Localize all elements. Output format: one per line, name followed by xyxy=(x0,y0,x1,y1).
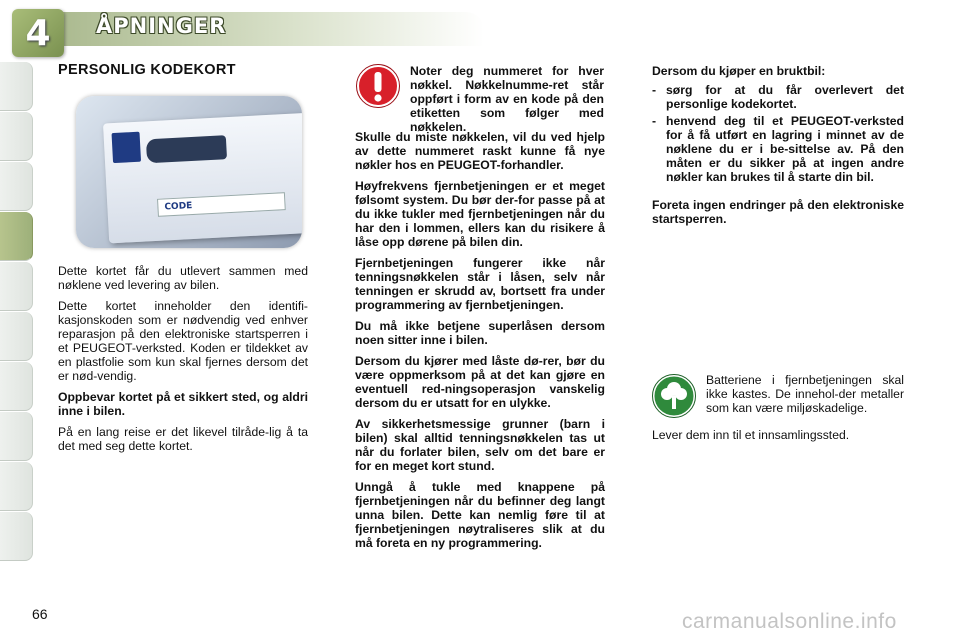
page-title: ÅPNINGER xyxy=(96,14,227,38)
list-text: sørg for at du får overlevert det personlige kodekortet. xyxy=(666,83,904,111)
paragraph: Unngå å tukle med knappene på fjernbetjeningen når du befinner deg langt unna bilen. Dette kan nemlig føre til at fjernbetjeningen nøytraliseres slik at du må foreta en ny programmering. xyxy=(355,480,605,550)
warning-text: Noter deg nummeret for hver nøkkel. Nøkkelnumme-ret står oppført i form av en kode på den etiketten som følger med nøkkelen. xyxy=(410,64,604,134)
paragraph: Du må ikke betjene superlåsen dersom noen sitter inne i bilen. xyxy=(355,319,605,347)
list-dash: - xyxy=(652,114,657,128)
chapter-tab[interactable] xyxy=(0,162,33,211)
chapter-number: 4 xyxy=(25,12,51,54)
code-label: CODE xyxy=(157,192,286,217)
warning-note xyxy=(410,64,604,134)
code-card xyxy=(103,113,302,244)
peugeot-logo-icon xyxy=(112,132,142,163)
warning-icon xyxy=(356,64,400,108)
chapter-tab[interactable] xyxy=(0,512,33,561)
list-dash: - xyxy=(652,83,657,97)
chapter-tab[interactable] xyxy=(0,412,33,461)
paragraph: Dersom du kjører med låste dø-rer, bør du være oppmerksom på at det kan gjøre en eventuell red-ningsoperasjon vanskelig dersom du er utsatt for en ulykke. xyxy=(355,354,605,410)
paragraph: Skulle du miste nøkkelen, vil du ved hjelp av dette nummeret raskt kunne få nye nøkler hos en PEUGEOT-forhandler. xyxy=(355,130,605,172)
chapter-tab[interactable] xyxy=(0,312,33,361)
used-car-heading: Dersom du kjøper en bruktbil: xyxy=(652,64,826,78)
page-header xyxy=(0,0,960,52)
battery-text: Batteriene i fjernbetjeningen skal ikke kastes. De innehol-der metaller som kan være miljøskadelige. xyxy=(706,373,904,415)
paragraph: På en lang reise er det likevel tilråde-lig å ta det med seg dette kortet. xyxy=(58,425,308,453)
list-text: henvend deg til et PEUGEOT-verksted for å få utført en lagring i minnet av de nøklene du er i be-sittelse av. På den måten er du sikker på at ingen andre nøkler kan brukes til å starte din bil. xyxy=(666,114,904,184)
page-number: 66 xyxy=(32,606,48,622)
chapter-tab[interactable] xyxy=(0,362,33,411)
list-item xyxy=(652,83,904,111)
paragraph: Fjernbetjeningen fungerer ikke når tenningsnøkkelen står i låsen, selv når tenningen er skrudd av, bortsett fra under programmering av fjernbetjeningen. xyxy=(355,256,605,312)
battery-return-text: Lever dem inn til et innsamlingssted. xyxy=(652,428,850,442)
middle-column xyxy=(355,130,605,557)
chapter-number-box xyxy=(12,9,64,57)
environment-tree-icon xyxy=(652,374,696,418)
paragraph: Høyfrekvens fjernbetjeningen er et meget følsomt system. Du bør der-for passe på at du ikke tukler med fjernbetjeningen når du har den i lommen, ellers kan du risikere å låse opp dørene på bilen din. xyxy=(355,179,605,249)
chapter-tab-active[interactable] xyxy=(0,212,33,261)
paragraph: Dette kortet får du utlevert sammen med nøklene ved levering av bilen. xyxy=(58,264,308,292)
paragraph-important: Oppbevar kortet på et sikkert sted, og aldri inne i bilen. xyxy=(58,390,308,418)
chapter-tab[interactable] xyxy=(0,62,33,111)
section-title: PERSONLIG KODEKORT xyxy=(58,62,236,78)
battery-return xyxy=(652,428,904,442)
chapter-tab[interactable] xyxy=(0,462,33,511)
battery-note xyxy=(706,373,904,415)
no-changes-note: Foreta ingen endringer på den elektroniske startsperren. xyxy=(652,198,904,226)
chapter-tab[interactable] xyxy=(0,112,33,161)
paragraph: Av sikkerhetsmessige grunner (barn i bilen) skal alltid tenningsnøkkelen tas ut når du forlater bilen, selv om det bare er for en meget kort stund. xyxy=(355,417,605,473)
paragraph: Dette kortet inneholder den identifi-kasjonskoden som er nødvendig ved enhver reparasjon på den elektroniske startsperren i et PEUGEOT-verksted. Koden er tildekket av en plastfolie som kun skal fjernes dersom det er nød-vendig. xyxy=(58,299,308,383)
list-item xyxy=(652,114,904,184)
chapter-tab[interactable] xyxy=(0,262,33,311)
key-icon xyxy=(146,135,227,163)
right-column xyxy=(652,64,904,233)
left-column xyxy=(58,264,308,460)
code-card-image xyxy=(76,96,302,248)
watermark: carmanualsonline.info xyxy=(682,610,897,633)
